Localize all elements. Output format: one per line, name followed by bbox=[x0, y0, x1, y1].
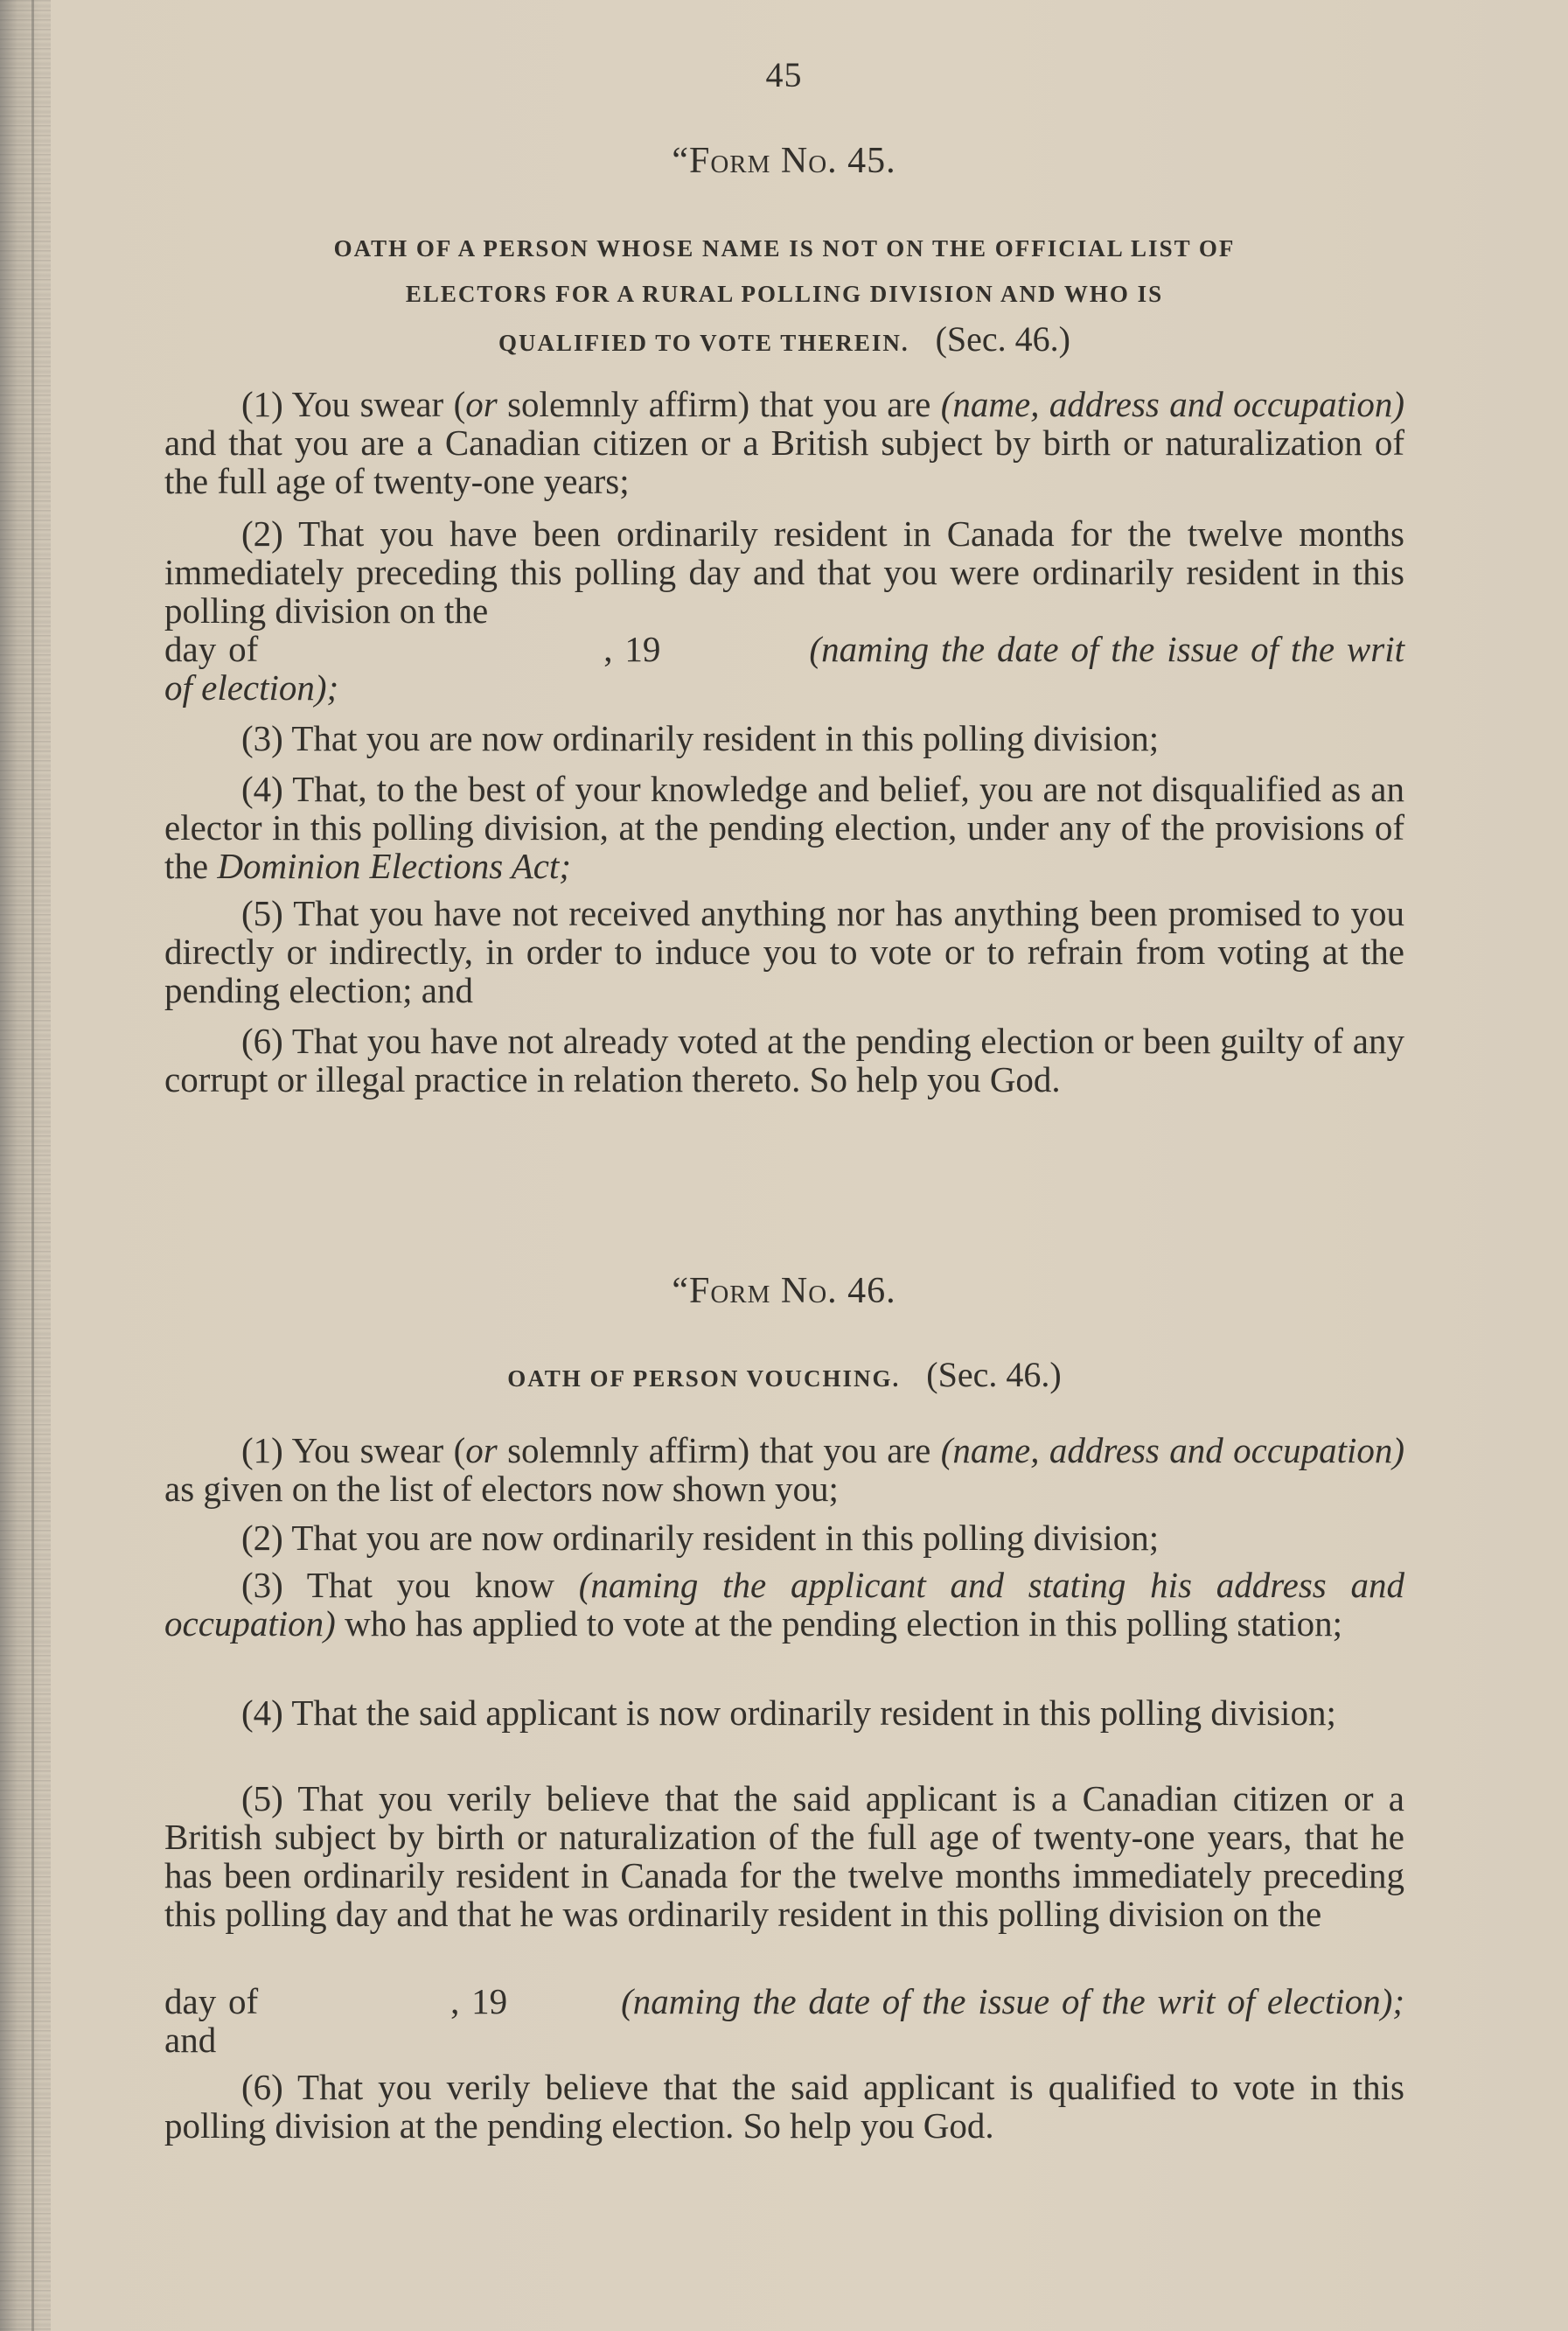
form-46-day-of: day of bbox=[164, 1981, 259, 2021]
form-45-clause-5: (5) That you have not received anything nor has anything been promised to you directly or indirectly, in order to induce you to vote or to refrain from voting at the pending election; and bbox=[164, 893, 1404, 1010]
form-46-section-ref: (Sec. 46.) bbox=[926, 1355, 1062, 1394]
form-46-clause-5: (5) That you verily believe that the said applicant is a Canadian citizen or a British subject by birth or naturalization of the full age of twenty-one years, that he has been ordinarily resident in Canada for the twelve months immediately preceding this polling day and that he was ordinarily resident in this polling division on the bbox=[164, 1778, 1404, 1934]
form-45-year: , 19 bbox=[603, 629, 661, 669]
form-45-clause-2 bbox=[164, 514, 1404, 630]
form-45-heading bbox=[164, 226, 1404, 366]
form-46-clause-2: (2) That you are now ordinarily resident in this polling division; bbox=[241, 1518, 1160, 1558]
form-45-clause-1-text-a: (1) You swear ( bbox=[241, 384, 466, 424]
form-46-clause-3-text-b: who has applied to vote at the pending election in this polling station; bbox=[335, 1603, 1343, 1644]
form-46-clause-1-text-a: (1) You swear ( bbox=[241, 1430, 466, 1470]
form-45-clause-2-text: (2) That you have been ordinarily resident in Canada for the twelve months immediately preceding this polling day and that you were ordinarily resident in this polling division on the bbox=[164, 513, 1404, 631]
form-45-day-of: day of bbox=[164, 629, 259, 669]
form-46-clause-1-text-c: as given on the list of electors now shown you; bbox=[164, 1469, 839, 1509]
form-46-clause-5-date-line bbox=[164, 1982, 1404, 2059]
form-46-clause-1-or: or bbox=[465, 1430, 498, 1470]
form-45-clause-1-text-c: and that you are a Canadian citizen or a British subject by birth or naturalization of the full age of twenty-one years; bbox=[164, 422, 1404, 501]
form-45-heading-line-3 bbox=[164, 317, 1404, 366]
form-45-clause-1 bbox=[164, 385, 1404, 500]
form-45-clause-3: (3) That you are now ordinarily resident in this polling division; bbox=[241, 718, 1160, 758]
form-45-clause-4-text: (4) That, to the best of your knowledge and belief, you are not disqualified as an elector in this polling division, at the pending election, under any of the provisions of the bbox=[164, 769, 1404, 886]
form-45-clause-6: (6) That you have not already voted at the pending election or been guilty of any corrupt or illegal practice in relation thereto. So help you God. bbox=[164, 1021, 1404, 1099]
form-46-clause-1-italic: (name, address and occupation) bbox=[940, 1430, 1404, 1470]
form-46-clause-1-text-b: solemnly affirm) that you are bbox=[497, 1430, 941, 1470]
form-46-clause-3-italic: (naming the applicant and stating his address and occupation) bbox=[164, 1565, 1404, 1644]
form-46-clause-3 bbox=[164, 1566, 1404, 1643]
form-46-clause-1 bbox=[164, 1431, 1404, 1508]
form-46-clause-4: (4) That the said applicant is now ordinarily resident in this polling division; bbox=[241, 1692, 1336, 1733]
form-46-heading bbox=[164, 1352, 1404, 1401]
form-45-title: “Form No. 45. bbox=[672, 141, 896, 181]
form-46-year: , 19 bbox=[450, 1981, 508, 2021]
form-46-title: “Form No. 46. bbox=[672, 1271, 896, 1311]
form-45-clause-4 bbox=[164, 770, 1404, 885]
form-45-clause-2-date-line bbox=[164, 630, 1404, 707]
form-45-clause-1-text-b: solemnly affirm) that you are bbox=[497, 384, 941, 424]
form-45-heading-line-2: ELECTORS FOR A RURAL POLLING DIVISION AND WHO IS bbox=[405, 281, 1164, 307]
page-number: 45 bbox=[765, 55, 803, 94]
binding-edge bbox=[31, 0, 34, 2331]
form-45-clause-1-or: or bbox=[465, 384, 498, 424]
form-45-heading-line-3-text: QUALIFIED TO VOTE THEREIN. bbox=[498, 330, 909, 356]
form-46-clause-5-italic: (naming the date of the issue of the writ of election); bbox=[621, 1981, 1405, 2021]
form-46-heading-text: OATH OF PERSON VOUCHING. bbox=[507, 1365, 901, 1392]
form-45-clause-2-italic: (naming the date of the issue of the writ of election); bbox=[164, 629, 1404, 708]
form-45-heading-line-1: OATH OF A PERSON WHOSE NAME IS NOT ON THE OFFICIAL LIST OF bbox=[333, 235, 1236, 262]
form-46-clause-5-and: and bbox=[164, 2020, 217, 2060]
form-46-clause-3-text-a: (3) That you know bbox=[241, 1565, 579, 1605]
form-45-section-ref: (Sec. 46.) bbox=[935, 319, 1070, 359]
form-46-clause-6: (6) That you verily believe that the said applicant is qualified to vote in this polling division at the pending election. So help you God. bbox=[164, 2067, 1404, 2146]
form-45-clause-1-italic: (name, address and occupation) bbox=[940, 384, 1404, 424]
book-spine-shadow bbox=[0, 0, 51, 2331]
form-45-clause-4-act: Dominion Elections Act; bbox=[217, 846, 571, 886]
